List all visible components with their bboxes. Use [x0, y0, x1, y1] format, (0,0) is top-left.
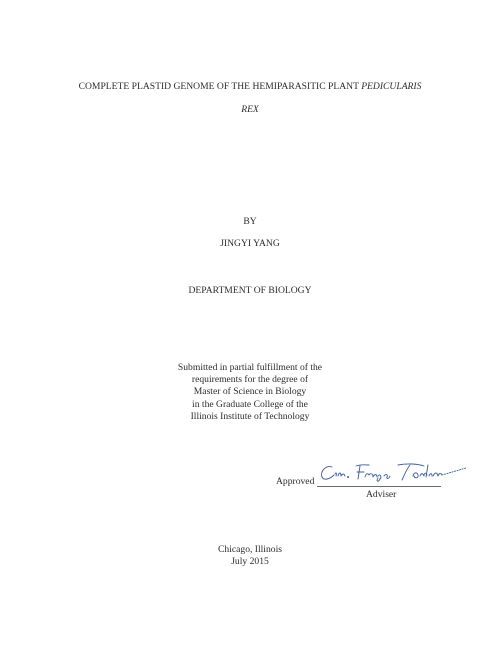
location: Chicago, Illinois — [218, 544, 282, 555]
submission-line-1: Submitted in partial fulfillment of the — [177, 362, 323, 373]
author-name: JINGYI YANG — [220, 238, 280, 249]
thesis-title-line-1 — [0, 81, 500, 93]
thesis-title-line-2 — [0, 104, 500, 116]
signature-line — [317, 486, 441, 487]
thesis-title-text: COMPLETE PLASTID GENOME OF THE HEMIPARASITIC PLANT — [78, 81, 362, 92]
approved-label: Approved — [276, 476, 315, 487]
submission-line-4: in the Graduate College of the — [192, 398, 308, 410]
submission-statement — [0, 362, 500, 423]
thesis-title-genus: PEDICULARIS — [361, 81, 422, 92]
submission-line-3: Master of Science in Biology — [193, 386, 307, 398]
submission-line-2: requirements for the degree of — [191, 374, 309, 386]
submission-line-5: Illinois Institute of Technology — [190, 410, 310, 422]
department-name: DEPARTMENT OF BIOLOGY — [188, 285, 312, 296]
adviser-signature — [318, 457, 468, 487]
adviser-label: Adviser — [366, 489, 397, 500]
thesis-title-species: REX — [241, 104, 259, 115]
submission-date: July 2015 — [231, 556, 269, 567]
by-label: BY — [243, 216, 257, 227]
